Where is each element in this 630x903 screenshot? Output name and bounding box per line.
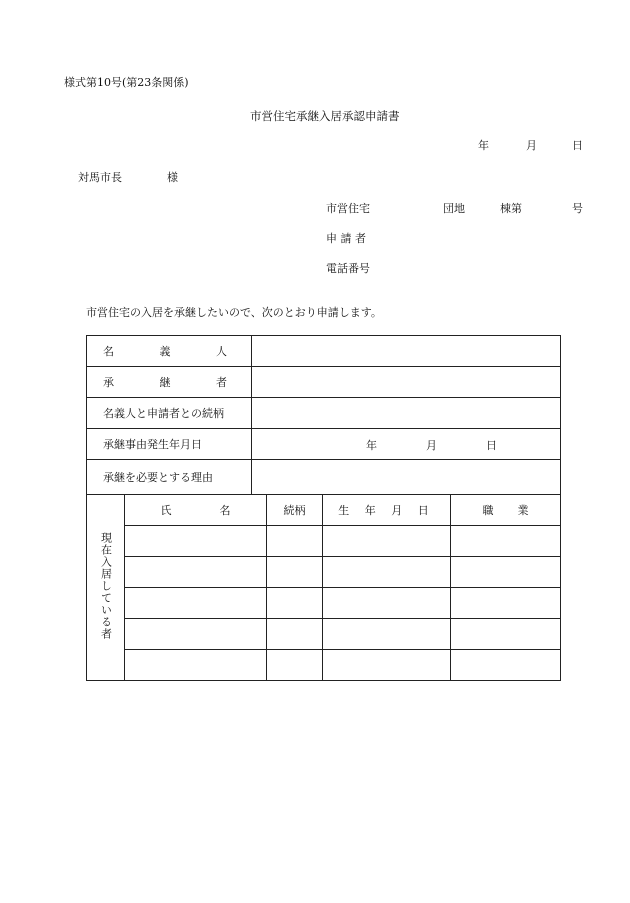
successor-value[interactable]	[252, 367, 561, 398]
resident-job-cell[interactable]	[451, 526, 561, 557]
addressee-name: 対馬市長	[78, 171, 122, 184]
successor-row	[87, 367, 561, 398]
resident-relation-cell[interactable]	[267, 650, 323, 681]
resident-dob-cell[interactable]	[323, 650, 451, 681]
resident-name-cell[interactable]	[125, 619, 267, 650]
addressee-honorific: 様	[167, 171, 178, 184]
resident-job-cell[interactable]	[451, 619, 561, 650]
resident-name-cell[interactable]	[125, 650, 267, 681]
resident-dob-cell[interactable]	[323, 526, 451, 557]
resident-name-cell[interactable]	[125, 588, 267, 619]
reason-date-month: 月	[426, 439, 437, 452]
nominee-row	[87, 336, 561, 367]
successor-label: 承 継 者	[87, 367, 252, 398]
date-day-label: 日	[572, 139, 583, 152]
reason-value[interactable]	[252, 460, 561, 495]
reason-date-value[interactable]	[252, 429, 561, 460]
resident-row	[87, 588, 561, 619]
relationship-row	[87, 398, 561, 429]
nominee-label: 名 義 人	[87, 336, 252, 367]
reason-date-label: 承継事由発生年月日	[87, 429, 252, 460]
resident-dob-cell[interactable]	[323, 619, 451, 650]
reason-date-year: 年	[366, 439, 377, 452]
date-month-label: 月	[526, 139, 537, 152]
header-job: 職 業	[451, 495, 561, 526]
resident-relation-cell[interactable]	[267, 526, 323, 557]
reason-row	[87, 460, 561, 495]
resident-row	[87, 557, 561, 588]
resident-job-cell[interactable]	[451, 557, 561, 588]
resident-name-cell[interactable]	[125, 557, 267, 588]
residents-side-label: 現在入居している者	[87, 495, 125, 681]
resident-dob-cell[interactable]	[323, 557, 451, 588]
phone-label: 電話番号	[326, 262, 370, 275]
resident-row	[87, 619, 561, 650]
resident-name-cell[interactable]	[125, 526, 267, 557]
resident-dob-cell[interactable]	[323, 588, 451, 619]
relationship-value[interactable]	[252, 398, 561, 429]
resident-relation-cell[interactable]	[267, 557, 323, 588]
header-name: 氏 名	[125, 495, 267, 526]
resident-relation-cell[interactable]	[267, 588, 323, 619]
resident-row	[87, 526, 561, 557]
header-dob: 生 年 月 日	[323, 495, 451, 526]
page-title: 市営住宅承継入居承認申請書	[250, 109, 400, 123]
danchi-label: 団地	[443, 202, 465, 215]
reason-date-day: 日	[486, 439, 497, 452]
header-relation: 続柄	[267, 495, 323, 526]
resident-job-cell[interactable]	[451, 588, 561, 619]
building-label: 棟第	[500, 202, 522, 215]
resident-row	[87, 650, 561, 681]
application-table	[86, 335, 561, 681]
nominee-value[interactable]	[252, 336, 561, 367]
residents-header-row	[87, 495, 561, 526]
reason-label: 承継を必要とする理由	[87, 460, 252, 495]
reason-date-row	[87, 429, 561, 460]
relationship-label: 名義人と申請者との続柄	[87, 398, 252, 429]
form-number: 様式第10号(第23条関係)	[64, 76, 189, 89]
room-number-label: 号	[572, 202, 583, 215]
applicant-label: 申 請 者	[326, 232, 366, 245]
housing-label: 市営住宅	[326, 202, 370, 215]
date-year-label: 年	[478, 139, 489, 152]
resident-relation-cell[interactable]	[267, 619, 323, 650]
intro-text: 市営住宅の入居を承継したいので、次のとおり申請します。	[86, 306, 382, 319]
resident-job-cell[interactable]	[451, 650, 561, 681]
